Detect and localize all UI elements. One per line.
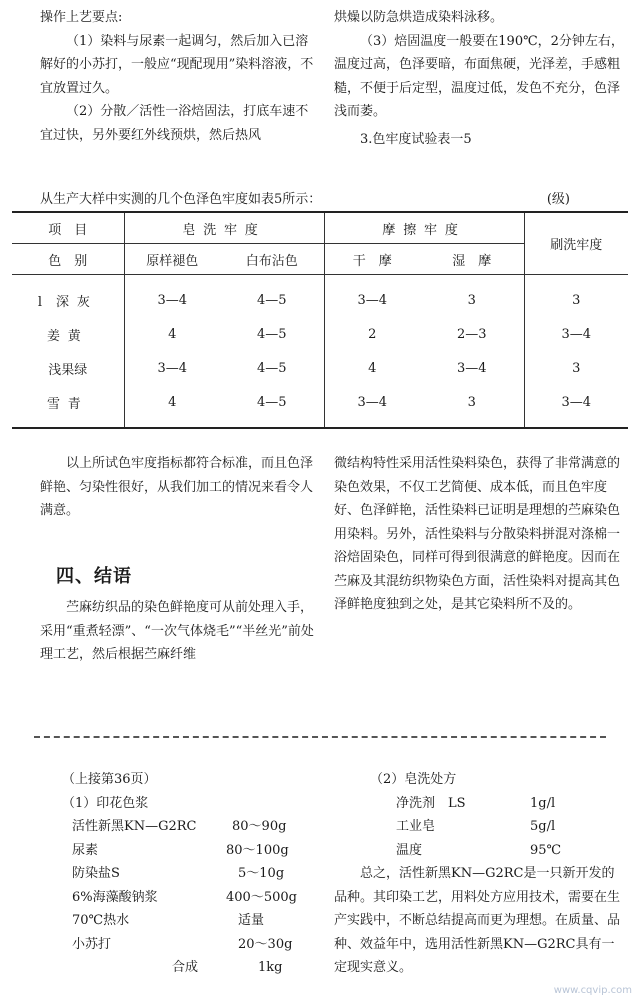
cell-soap-stain: 4—5 bbox=[256, 292, 287, 308]
cell-color-name: l 深灰 bbox=[37, 294, 98, 310]
paragraph-fastness-title: 3.色牢度试验表一5 bbox=[360, 131, 472, 147]
recipe-right bbox=[334, 768, 624, 980]
top-right-column bbox=[334, 6, 624, 151]
paragraph-recipe-summary: 总之，活性新黑KN—G2RC是一只新开发的品种。其印染工艺，用料处方应用技术，需要在生产实践中，不断总结提高而更为理想。在质量、品种、效益年中，选用活性新黑KN—G2RC具有一定现实意义。 bbox=[334, 866, 621, 975]
list-item: 工业皂 5g/l bbox=[396, 819, 556, 834]
cell-rub-dry: 3—4 bbox=[324, 275, 420, 318]
paragraph-fastness-summary: 以上所试色牢度指标都符合标准，而且色泽鲜艳、匀染性很好，从我们加工的情况来看令人满意。 bbox=[40, 456, 314, 518]
table-row bbox=[12, 317, 628, 351]
list-item: 6%海藻酸钠浆 400～500g bbox=[72, 889, 297, 905]
list-item: 尿素 80～100g bbox=[72, 842, 289, 858]
cell-color-name: 雪青 bbox=[12, 385, 124, 428]
table-row bbox=[12, 385, 628, 428]
list-item: 小苏打 20～30g bbox=[72, 936, 293, 952]
recipe-total: 合成 1kg bbox=[172, 960, 283, 975]
cell-soap-stain: 4—5 bbox=[256, 360, 287, 376]
header-soap-stain: 白布沾色 bbox=[220, 244, 324, 275]
list-item: 活性新黑KN—G2RC 80～90g bbox=[72, 819, 287, 834]
paragraph-drying: 烘燥以防急烘造成染料泳移。 bbox=[334, 10, 504, 25]
conclusion-left bbox=[40, 596, 318, 667]
paragraph-point-3: （3）焙固温度一般要在190℃，2分钟左右，温度过高，色泽要暗，布面焦硬，光泽差，手感粗糙，不便于后定型，温度过低，发色不充分，色泽浅而萎。 bbox=[334, 33, 624, 119]
cell-soap-original: 4 bbox=[124, 385, 220, 428]
section-heading-conclusion: 四、结语 bbox=[56, 566, 132, 587]
cell-color-name: 姜黄 bbox=[46, 328, 89, 344]
table-row bbox=[12, 351, 628, 385]
cell-rub-wet: 3 bbox=[467, 292, 476, 308]
cell-brush: 3 bbox=[524, 275, 628, 318]
watermark: www.cqvip.com bbox=[553, 985, 632, 996]
cell-rub-dry: 2 bbox=[324, 317, 420, 351]
list-item: 温度 95℃ bbox=[396, 842, 562, 858]
list-item: 净洗剂 LS 1g/l bbox=[396, 795, 556, 811]
header-color: 色 别 bbox=[12, 244, 124, 275]
cell-color-name: 浅果绿 bbox=[48, 362, 88, 378]
top-left-column bbox=[40, 6, 318, 147]
table-row bbox=[12, 275, 628, 318]
header-rub-dry: 干 摩 bbox=[324, 244, 420, 275]
paragraph-process-points: 操作上艺要点: bbox=[40, 10, 123, 25]
header-soap-fastness: 皂洗牢度 bbox=[124, 212, 324, 244]
fastness-table bbox=[12, 211, 628, 429]
cell-soap-original: 3—4 bbox=[124, 275, 220, 318]
cell-brush: 3—4 bbox=[524, 385, 628, 428]
cell-soap-original: 4 bbox=[124, 317, 220, 351]
cell-soap-stain: 4—5 bbox=[256, 326, 287, 342]
paragraph-conclusion-start: 苎麻纺织品的染色鲜艳度可从前处理入手，采用“重煮轻漂”、“一次气体烧毛”“半丝光”前处理工艺，然后根据苎麻纤维 bbox=[40, 600, 314, 662]
cell-rub-wet: 3 bbox=[420, 385, 524, 428]
table-caption bbox=[40, 188, 610, 207]
cell-rub-wet: 3—4 bbox=[457, 360, 487, 376]
paragraph-conclusion-continued: 微结构特性采用活性染料染色，获得了非常满意的染色效果，不仅工艺简便、成本低，而且色牢度好、色泽鲜艳，活性染料已证明是理想的苎麻染色用染料。另外，活性染料与分散染料拼混对涤棉一浴焙固染色，同样可得到很满意的鲜艳度。因而在苎麻及其混纺织物染色方面，活性染料对提高其色泽鲜艳度独到之处，是其它染料所不及的。 bbox=[334, 456, 621, 612]
section-divider bbox=[34, 736, 606, 738]
cell-brush: 3—4 bbox=[524, 317, 628, 351]
header-rub-fastness: 摩擦牢度 bbox=[324, 212, 524, 244]
paragraph-point-2: （2）分散／活性一浴焙固法，打底车速不宜过快，另外要红外线预烘，然后热风 bbox=[40, 104, 309, 143]
header-soap-original: 原样褪色 bbox=[124, 244, 220, 275]
cell-soap-stain: 4—5 bbox=[220, 385, 324, 428]
cell-rub-dry: 4 bbox=[324, 351, 420, 385]
table-header-row-1 bbox=[12, 212, 628, 244]
table-caption-text: 从生产大样中实测的几个色泽色牢度如表5所示： bbox=[40, 192, 322, 207]
header-brush-fastness: 刷洗牢度 bbox=[524, 212, 628, 275]
header-rub-wet: 湿 摩 bbox=[420, 244, 524, 275]
table-unit: (级) bbox=[546, 192, 570, 207]
row-mark: l bbox=[37, 294, 43, 310]
conclusion-right bbox=[334, 452, 624, 617]
after-table-left bbox=[40, 452, 318, 523]
recipe-left bbox=[62, 768, 330, 980]
cell-rub-wet: 2—3 bbox=[457, 326, 487, 342]
cell-soap-original: 3—4 bbox=[124, 351, 220, 385]
continued-note: （上接第36页） bbox=[62, 772, 157, 787]
list-item: 防染盐S 5～10g bbox=[72, 866, 285, 881]
header-item: 项 目 bbox=[12, 212, 124, 244]
cell-brush: 3 bbox=[524, 351, 628, 385]
paragraph-point-1: （1）染料与尿素一起调匀，然后加入已溶解好的小苏打，一般应“现配现用”染料溶液，不宜放置过久。 bbox=[40, 33, 314, 96]
cell-rub-dry: 3—4 bbox=[324, 385, 420, 428]
list-item: 70℃热水 适量 bbox=[72, 913, 265, 928]
recipe-section-title: （2）皂洗处方 bbox=[370, 772, 457, 787]
recipe-section-title: （1）印花色浆 bbox=[62, 795, 149, 811]
